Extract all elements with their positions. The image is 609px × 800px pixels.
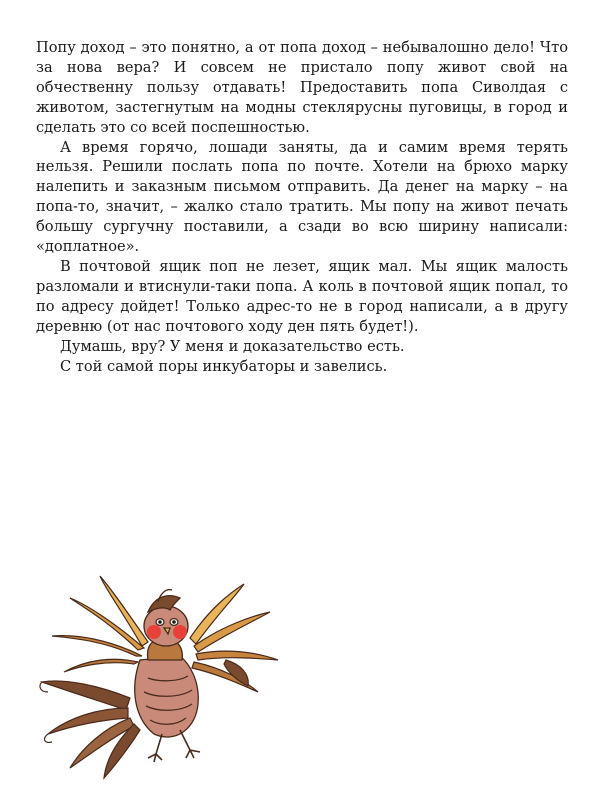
right-wing	[190, 584, 278, 692]
tail	[40, 681, 140, 778]
bird-body	[135, 656, 199, 737]
left-wing	[52, 576, 148, 672]
bird-head	[144, 590, 188, 660]
paragraph-2: А время горячо, лошади заняты, да и самим время терять нельзя. Решили послать попа по почте. Хотели на брюхо марку налепить и заказным письмом отправить. Да денег на марку – на попа-то, значит, – жалко стало тратить. Мы попу на живот печать большу сургучну поставили, а сзади во всю ширину написали: «доплатное».	[36, 138, 568, 256]
paragraph-3: В почтовой ящик поп не лезет, ящик мал. Мы ящик малость разломали и втиснули-таки попа. А коль в почтовой ящик попал, то по адресу дойдет! Только адрес-то не в город написали, а в другу деревню (от нас почтового ходу ден пять будет!).	[36, 257, 568, 335]
paragraph-1: Попу доход – это понятно, а от попа доход – небывалошно дело! Что за нова вера? И совсем не пристало попу живот свой на обчественну пользу отдавать! Предоставить попа Сиволдая с животом, застегнутым на модны стеклярусны пуговицы, в город и сделать это со всей поспешностью.	[36, 39, 568, 136]
paragraph-5: С той самой поры инкубаторы и завелись.	[60, 357, 388, 375]
story-text	[36, 38, 568, 376]
paragraph-4: Думашь, вру? У меня и доказательство есть.	[60, 337, 405, 355]
folk-bird-icon	[30, 568, 292, 788]
